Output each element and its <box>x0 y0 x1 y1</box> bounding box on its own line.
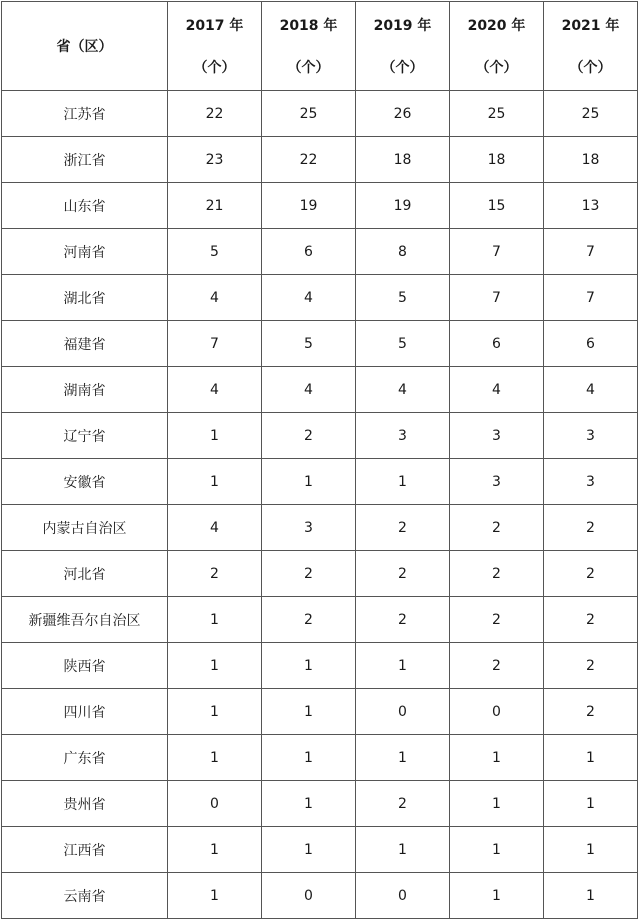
count-cell: 18 <box>450 137 544 183</box>
count-cell: 1 <box>450 873 544 919</box>
province-name-cell: 湖北省 <box>2 275 168 321</box>
count-cell: 1 <box>450 781 544 827</box>
table-row <box>2 229 638 275</box>
header-year-label: 2018 年 <box>279 18 338 34</box>
count-cell: 1 <box>262 827 356 873</box>
header-year <box>168 2 262 91</box>
table-row <box>2 597 638 643</box>
table-row <box>2 781 638 827</box>
count-cell: 1 <box>168 827 262 873</box>
header-unit-label: （个） <box>287 60 330 76</box>
count-cell: 1 <box>544 827 638 873</box>
count-cell: 0 <box>262 873 356 919</box>
count-cell: 19 <box>356 183 450 229</box>
count-cell: 1 <box>168 735 262 781</box>
province-name-cell: 贵州省 <box>2 781 168 827</box>
count-cell: 2 <box>544 689 638 735</box>
count-cell: 3 <box>356 413 450 459</box>
province-name-cell: 江苏省 <box>2 91 168 137</box>
count-cell: 1 <box>168 413 262 459</box>
province-name-cell: 山东省 <box>2 183 168 229</box>
count-cell: 0 <box>168 781 262 827</box>
province-name-cell: 内蒙古自治区 <box>2 505 168 551</box>
header-year <box>356 2 450 91</box>
header-unit-label: （个） <box>475 60 518 76</box>
count-cell: 6 <box>450 321 544 367</box>
table-row <box>2 275 638 321</box>
table-row <box>2 91 638 137</box>
count-cell: 2 <box>168 551 262 597</box>
count-cell: 5 <box>168 229 262 275</box>
count-cell: 25 <box>544 91 638 137</box>
count-cell: 0 <box>356 873 450 919</box>
count-cell: 3 <box>544 459 638 505</box>
province-name-cell: 陕西省 <box>2 643 168 689</box>
table-row <box>2 183 638 229</box>
table-row <box>2 551 638 597</box>
count-cell: 5 <box>356 321 450 367</box>
header-year-label: 2019 年 <box>373 18 432 34</box>
count-cell: 4 <box>262 275 356 321</box>
table-row <box>2 505 638 551</box>
count-cell: 0 <box>356 689 450 735</box>
table-row <box>2 827 638 873</box>
count-cell: 1 <box>262 643 356 689</box>
count-cell: 2 <box>544 551 638 597</box>
count-cell: 2 <box>450 643 544 689</box>
header-year-label: 2021 年 <box>561 18 620 34</box>
province-name-cell: 广东省 <box>2 735 168 781</box>
header-year <box>450 2 544 91</box>
count-cell: 2 <box>356 597 450 643</box>
province-name-cell: 安徽省 <box>2 459 168 505</box>
header-year <box>262 2 356 91</box>
count-cell: 2 <box>356 551 450 597</box>
count-cell: 3 <box>544 413 638 459</box>
count-cell: 23 <box>168 137 262 183</box>
count-cell: 18 <box>544 137 638 183</box>
count-cell: 18 <box>356 137 450 183</box>
count-cell: 1 <box>168 597 262 643</box>
header-province: 省（区） <box>2 2 168 91</box>
count-cell: 2 <box>544 505 638 551</box>
count-cell: 1 <box>168 459 262 505</box>
table-row <box>2 321 638 367</box>
count-cell: 0 <box>450 689 544 735</box>
table-row <box>2 137 638 183</box>
table-row <box>2 413 638 459</box>
count-cell: 1 <box>262 459 356 505</box>
count-cell: 1 <box>168 873 262 919</box>
count-cell: 2 <box>450 597 544 643</box>
province-name-cell: 云南省 <box>2 873 168 919</box>
count-cell: 5 <box>356 275 450 321</box>
count-cell: 2 <box>356 781 450 827</box>
count-cell: 4 <box>544 367 638 413</box>
province-name-cell: 浙江省 <box>2 137 168 183</box>
table-row <box>2 367 638 413</box>
count-cell: 25 <box>450 91 544 137</box>
count-cell: 21 <box>168 183 262 229</box>
table-row <box>2 689 638 735</box>
count-cell: 6 <box>262 229 356 275</box>
count-cell: 2 <box>262 551 356 597</box>
count-cell: 25 <box>262 91 356 137</box>
province-name-cell: 四川省 <box>2 689 168 735</box>
count-cell: 4 <box>168 275 262 321</box>
province-name-cell: 湖南省 <box>2 367 168 413</box>
count-cell: 13 <box>544 183 638 229</box>
count-cell: 4 <box>168 367 262 413</box>
count-cell: 1 <box>356 643 450 689</box>
count-cell: 4 <box>450 367 544 413</box>
header-unit-label: （个） <box>569 60 612 76</box>
count-cell: 2 <box>262 597 356 643</box>
count-cell: 4 <box>262 367 356 413</box>
count-cell: 1 <box>544 781 638 827</box>
table-row <box>2 643 638 689</box>
header-unit-label: （个） <box>193 60 236 76</box>
count-cell: 1 <box>168 643 262 689</box>
count-cell: 8 <box>356 229 450 275</box>
count-cell: 1 <box>262 781 356 827</box>
count-cell: 1 <box>356 459 450 505</box>
table-row <box>2 735 638 781</box>
count-cell: 2 <box>450 505 544 551</box>
count-cell: 2 <box>356 505 450 551</box>
count-cell: 26 <box>356 91 450 137</box>
count-cell: 1 <box>544 735 638 781</box>
count-cell: 1 <box>544 873 638 919</box>
count-cell: 5 <box>262 321 356 367</box>
count-cell: 4 <box>168 505 262 551</box>
table-row <box>2 873 638 919</box>
province-name-cell: 江西省 <box>2 827 168 873</box>
province-name-cell: 河北省 <box>2 551 168 597</box>
province-name-cell: 福建省 <box>2 321 168 367</box>
province-name-cell: 辽宁省 <box>2 413 168 459</box>
count-cell: 22 <box>262 137 356 183</box>
count-cell: 3 <box>450 413 544 459</box>
count-cell: 2 <box>544 597 638 643</box>
province-name-cell: 新疆维吾尔自治区 <box>2 597 168 643</box>
count-cell: 2 <box>262 413 356 459</box>
header-unit-label: （个） <box>381 60 424 76</box>
count-cell: 6 <box>544 321 638 367</box>
count-cell: 1 <box>356 735 450 781</box>
count-cell: 7 <box>450 275 544 321</box>
count-cell: 7 <box>544 275 638 321</box>
count-cell: 2 <box>544 643 638 689</box>
count-cell: 3 <box>450 459 544 505</box>
count-cell: 1 <box>356 827 450 873</box>
table-body <box>2 91 638 919</box>
count-cell: 22 <box>168 91 262 137</box>
count-cell: 1 <box>262 689 356 735</box>
header-year-label: 2017 年 <box>185 18 244 34</box>
count-cell: 7 <box>544 229 638 275</box>
count-cell: 7 <box>450 229 544 275</box>
count-cell: 2 <box>450 551 544 597</box>
table-row <box>2 459 638 505</box>
count-cell: 4 <box>356 367 450 413</box>
count-cell: 7 <box>168 321 262 367</box>
count-cell: 1 <box>450 735 544 781</box>
province-name-cell: 河南省 <box>2 229 168 275</box>
count-cell: 15 <box>450 183 544 229</box>
count-cell: 19 <box>262 183 356 229</box>
count-cell: 1 <box>168 689 262 735</box>
count-cell: 3 <box>262 505 356 551</box>
header-row <box>2 2 638 91</box>
header-year <box>544 2 638 91</box>
header-year-label: 2020 年 <box>467 18 526 34</box>
count-cell: 1 <box>262 735 356 781</box>
province-count-table <box>1 1 638 919</box>
count-cell: 1 <box>450 827 544 873</box>
